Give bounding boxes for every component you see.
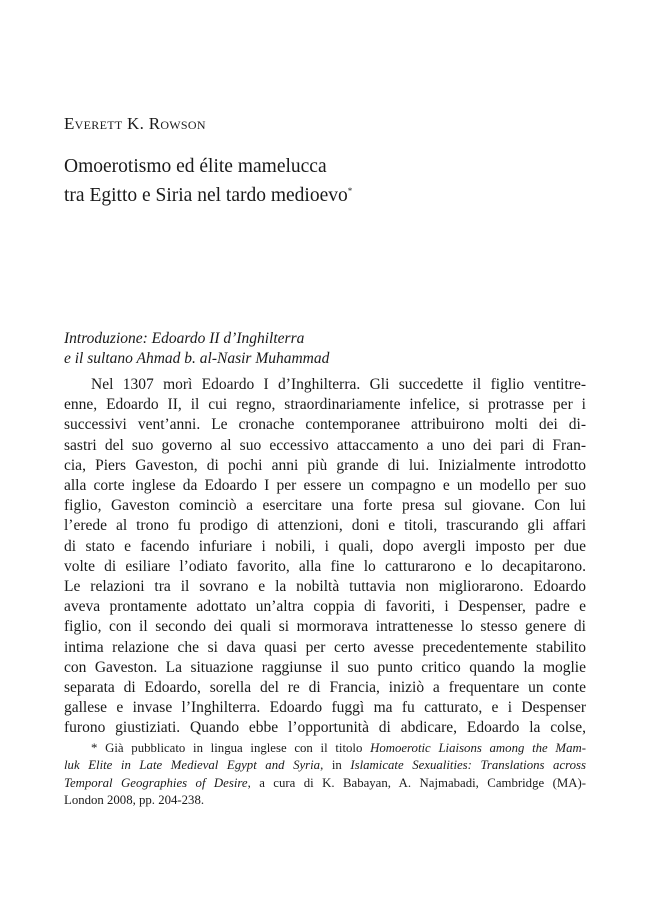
body-line: aveva prontamente adottato un’altra coppia di favoriti, i Despenser, padre e: [64, 598, 586, 616]
body-line: di stato e facendo infuriare i nobili, i quali, dopo avergli imposto per due: [64, 537, 586, 555]
body-line: Nel 1307 morì Edoardo I d’Inghilterra. Gli succedette il figlio ventitre-: [91, 376, 586, 393]
footnote-text: * Già pubblicato in lingua inglese con il titolo: [91, 741, 371, 755]
body-line: con Gaveston. La situazione raggiunse il suo punto critico quando la moglie: [64, 658, 586, 676]
body-line: figlio, con il secondo dei quali si mormorava intrattenesse lo stesso genere di: [64, 618, 586, 636]
footnote-line-1: [64, 740, 586, 757]
body-line: l’erede al trono fu prodigo di attenzioni, doni e titoli, trascurando gli affari: [64, 517, 586, 535]
section-heading-line-1: Introduzione: Edoardo II d’Inghilterra: [64, 330, 305, 347]
body-line: intima relazione che si dava quasi per certo avesse precedentemente stabilito: [64, 638, 586, 656]
footnote-marker[interactable]: *: [347, 186, 353, 196]
body-line: sastri del suo governo al suo eccessivo attaccamento a uno dei pari di Fran-: [64, 436, 586, 454]
footnote-book-title: Islamicate Sexualities: Translations across: [350, 758, 586, 773]
body-line: cia, Piers Gaveston, di pochi anni più grande di lui. Inizialmente introdotto: [64, 456, 586, 474]
footnote-line-2: [64, 757, 586, 774]
author-name: Everett K. Rowson: [64, 114, 206, 133]
footnote-english-title-cont: luk Elite in Late Medieval Egypt and Syria: [64, 758, 321, 773]
title-line-2: [64, 179, 584, 208]
footnote-text: , in: [320, 758, 351, 773]
footnote: [64, 740, 586, 810]
section-heading: [64, 329, 584, 369]
article-title: [64, 155, 584, 208]
body-line: successivi vent’anni. Le cronache contemporanee attribuirono molti dei di-: [64, 416, 586, 434]
body-line: figlio, Gaveston cominciò a esercitare una forte presa sul giovane. Con lui: [64, 497, 586, 515]
title-line-1: Omoerotismo ed élite mamelucca: [64, 156, 327, 177]
body-line: enne, Edoardo II, il cui regno, straordinariamente infelice, si protrasse per i: [64, 396, 586, 414]
footnote-english-title: Homoerotic Liaisons among the Mam-: [370, 741, 586, 755]
section-heading-line-2: e il sultano Ahmad b. al-Nasir Muhammad: [64, 350, 330, 367]
body-line: furono giustiziati. Quando ebbe l’opportunità di abdicare, Edoardo la colse,: [64, 719, 586, 737]
title-line-2-text: tra Egitto e Siria nel tardo medioevo: [64, 185, 348, 206]
body-line: Le relazioni tra il sovrano e la nobiltà tuttavia non migliorarono. Edoardo: [64, 578, 586, 596]
body-line: volte di esiliare l’odiato favorito, alla fine lo catturarono e lo decapitarono.: [64, 557, 586, 575]
footnote-line-4: London 2008, pp. 204-238.: [64, 793, 205, 808]
footnote-line-3: [64, 775, 586, 792]
body-line: alla corte inglese da Edoardo I per essere un compagno e un modello per suo: [64, 477, 586, 495]
footnote-book-title-cont: Temporal Geographies of Desire: [64, 775, 248, 790]
body-line: separata di Edoardo, sorella del re di Francia, iniziò a frequentare un conte: [64, 679, 586, 697]
footnote-editors: , a cura di K. Babayan, A. Najmabadi, Cambridge (MA)-: [247, 775, 586, 790]
body-line: gallese e invase l’Inghilterra. Edoardo fuggì ma fu catturato, e i Despenser: [64, 699, 586, 717]
body-paragraph: [64, 375, 586, 739]
